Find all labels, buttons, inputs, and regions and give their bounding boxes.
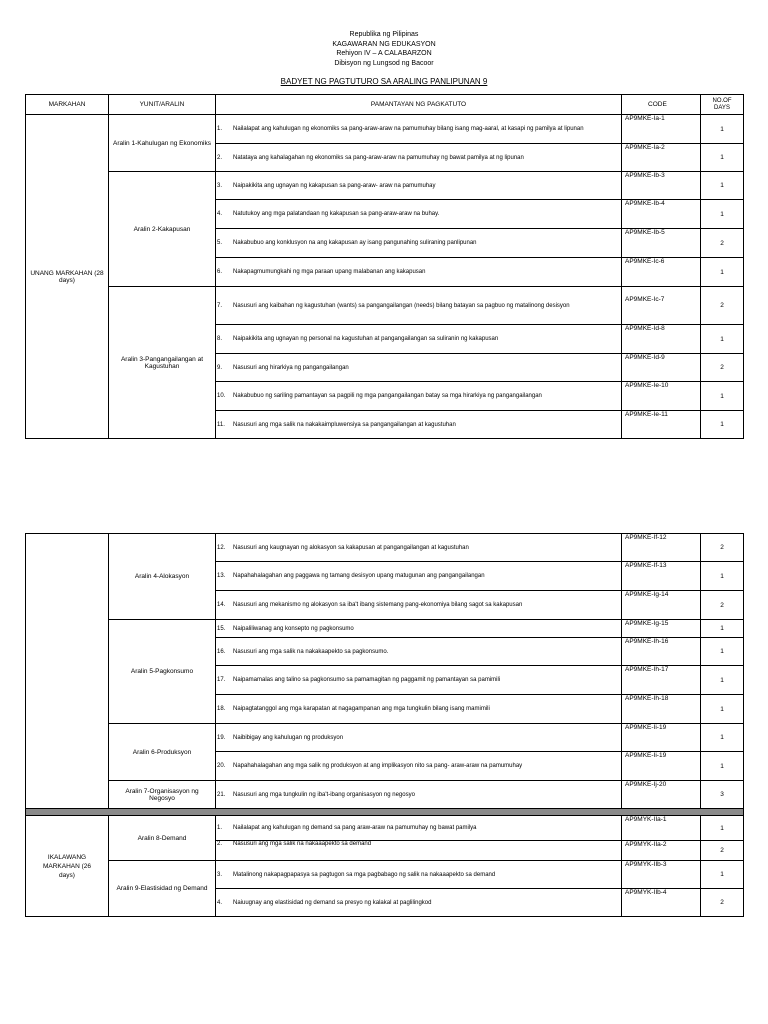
code-cell: AP9MKE-Ij-20 <box>622 781 701 809</box>
competency-number: 16. <box>217 648 226 655</box>
competency-cell <box>216 172 622 200</box>
code-cell: AP9MKE-Ic-6 <box>622 258 701 287</box>
code-cell: AP9MKE-Ie-10 <box>622 382 701 411</box>
quarter-cell: UNANG MARKAHAN (28 days) <box>26 115 109 439</box>
code-cell: AP9MKE-Id-8 <box>622 325 701 354</box>
competency-number: 5. <box>217 240 223 246</box>
code-cell: AP9MKE-If-13 <box>622 562 701 591</box>
lesson-cell: Aralin 6-Produksyon <box>109 724 216 781</box>
days-cell: 2 <box>701 889 744 917</box>
competency-cell <box>216 325 622 354</box>
document-header <box>0 30 768 68</box>
table-row <box>26 620 744 638</box>
col-header-code: CODE <box>622 95 701 115</box>
competency-cell <box>216 724 622 752</box>
days-cell: 1 <box>701 724 744 752</box>
competency-text: Natutukoy ang mga palatandaan ng kakapusan sa pang-araw-araw na buhay. <box>233 211 440 217</box>
code-cell: AP9MKE-Ic-7 <box>622 287 701 325</box>
days-cell: 1 <box>701 695 744 724</box>
quarter-separator <box>26 809 744 816</box>
competency-text: Naibibigay ang kahulugan ng produksyon <box>233 734 344 741</box>
competency-cell <box>216 562 622 591</box>
competency-text: Naiuugnay ang elastisidad ng demand sa presyo ng kalakal at paglilingkod <box>233 899 432 906</box>
competency-cell <box>216 889 622 917</box>
budget-table-2 <box>25 533 744 917</box>
col-header-markahan: MARKAHAN <box>26 95 109 115</box>
lesson-cell: Aralin 4-Alokasyon <box>109 534 216 620</box>
competency-number: 15. <box>217 625 226 632</box>
competency-number: 11. <box>217 421 225 428</box>
competency-number: 12. <box>217 544 226 551</box>
days-cell: 2 <box>701 591 744 620</box>
competency-text: Nasusuri ang kaibahan ng kagustuhan (wants) sa pangangailangan (needs) bilang batayan sa pagbuo ng matalinong desisyon <box>233 302 570 309</box>
code-cell: AP9MKE-Ia-1 <box>622 115 701 144</box>
days-cell: 1 <box>701 620 744 638</box>
lesson-cell: Aralin 7-Organisasyon ng Negosyo <box>109 781 216 809</box>
days-cell: 1 <box>701 144 744 172</box>
competency-text: Matalinong nakapagpapasya sa pagtugon sa mga pagbabago ng salik na nakaaapekto sa demand <box>233 871 496 878</box>
col-header-pamantayan: PAMANTAYAN NG PAGKATUTO <box>216 95 622 115</box>
competency-cell <box>216 816 622 841</box>
lesson-cell: Aralin 8-Demand <box>109 816 216 861</box>
competency-text: Naipaliliwanag ang konsepto ng pagkonsumo <box>233 625 354 632</box>
code-cell: AP9MKE-Ib-3 <box>622 172 701 200</box>
code-cell: AP9MKE-Ig-15 <box>622 620 701 638</box>
days-cell: 2 <box>701 534 744 562</box>
days-cell: 1 <box>701 115 744 144</box>
competency-text: Nasusuri ang hirarkiya ng pangangailangan <box>233 364 349 371</box>
days-cell: 1 <box>701 752 744 781</box>
competency-number: 8. <box>217 336 223 342</box>
competency-cell <box>216 354 622 382</box>
separator-bar <box>26 809 744 816</box>
code-cell: AP9MYK-IIa-1 <box>622 816 701 841</box>
competency-cell <box>216 229 622 258</box>
competency-text: Nailalapat ang kahulugan ng demand sa pang araw-araw na pamumuhay ng bawat pamilya <box>233 825 477 831</box>
code-cell: AP9MKE-Ih-17 <box>622 666 701 695</box>
code-cell: AP9MKE-Ib-5 <box>622 229 701 258</box>
competency-text: Nasusuri ang mekanismo ng alokasyon sa iba't ibang sistemang pang-ekonomiya bilang sagot sa kakapusan <box>233 602 523 608</box>
competency-cell <box>216 200 622 229</box>
days-cell: 1 <box>701 325 744 354</box>
competency-cell <box>216 591 622 620</box>
competency-cell <box>216 115 622 144</box>
competency-number: 13. <box>217 573 226 579</box>
competency-text: Nasusuri ang mga salik na nakaaapekto sa demand <box>233 841 372 847</box>
competency-text: Nailalapat ang kahulugan ng ekonomiks sa pang-araw-araw na pamumuhay bilang isang mag-aaral, at kasapi ng pamilya at lipunan <box>233 126 584 132</box>
code-cell: AP9MKE-Ii-19 <box>622 752 701 781</box>
days-cell: 1 <box>701 562 744 591</box>
competency-number: 19. <box>217 734 226 741</box>
code-cell: AP9MKE-Ia-2 <box>622 144 701 172</box>
table-header-row <box>26 95 744 115</box>
competency-number: 2. <box>217 841 223 847</box>
header-line-region: Rehiyon IV – A CALABARZON <box>336 50 432 57</box>
competency-number: 10. <box>217 393 226 399</box>
competency-number: 1. <box>217 825 223 831</box>
competency-text: Nakabubuo ang konklusyon na ang kakapusan ay isang pangunahing suliraning panlipunan <box>233 240 477 246</box>
competency-text: Napahahalagahan ang paggawa ng tamang desisyon upang matugunan ang pangangailangan <box>233 573 485 579</box>
competency-text: Naipakikita ang ugnayan ng kakapusan sa pang-araw- araw na pamumuhay <box>233 182 436 189</box>
competency-number: 9. <box>217 364 223 371</box>
competency-number: 3. <box>217 871 223 878</box>
competency-cell <box>216 382 622 411</box>
table-row <box>26 861 744 889</box>
competency-cell <box>216 411 622 439</box>
days-cell: 1 <box>701 200 744 229</box>
days-cell: 1 <box>701 638 744 666</box>
competency-number: 6. <box>217 269 223 275</box>
table-row <box>26 781 744 809</box>
competency-number: 18. <box>217 706 226 712</box>
header-line-division: Dibisyon ng Lungsod ng Bacoor <box>334 59 434 67</box>
competency-cell <box>216 781 622 809</box>
table-row <box>26 172 744 200</box>
competency-number: 7. <box>217 302 223 309</box>
days-cell: 2 <box>701 229 744 258</box>
competency-text: Nasusuri ang mga salik na nakakaimpluwensiya sa pangangailangan at kagustuhan <box>233 421 456 428</box>
lesson-cell: Aralin 5-Pagkonsumo <box>109 620 216 724</box>
competency-text: Nasusuri ang kaugnayan ng alokasyon sa kakapusan at pangangailangan at kagustuhan <box>233 544 469 551</box>
competency-text: Naipakikita ang ugnayan ng personal na kagustuhan at pangangailangan sa suliranin ng kakapusan <box>233 336 499 342</box>
competency-number: 4. <box>217 211 223 217</box>
table-row <box>26 534 744 562</box>
days-cell: 3 <box>701 781 744 809</box>
days-cell: 1 <box>701 411 744 439</box>
code-cell: AP9MKE-Ie-11 <box>622 411 701 439</box>
days-cell: 2 <box>701 287 744 325</box>
code-cell: AP9MKE-If-12 <box>622 534 701 562</box>
competency-cell <box>216 752 622 781</box>
competency-cell <box>216 841 622 861</box>
header-line-republic: Republika ng Pilipinas <box>349 31 419 38</box>
competency-text: Nakapagmumungkahi ng mga paraan upang malabanan ang kakapusan <box>233 269 426 275</box>
competency-number: 20. <box>217 763 226 769</box>
code-cell: AP9MYK-IIb-3 <box>622 861 701 889</box>
competency-number: 2. <box>217 154 223 161</box>
table-row <box>26 287 744 325</box>
table-row <box>26 816 744 841</box>
lesson-cell: Aralin 3-Pangangailangan at Kagustuhan <box>109 287 216 439</box>
competency-cell <box>216 620 622 638</box>
competency-cell <box>216 258 622 287</box>
quarter-cell-continued <box>26 534 109 809</box>
lesson-cell: Aralin 1-Kahulugan ng Ekonomiks <box>109 115 216 172</box>
competency-cell <box>216 287 622 325</box>
code-cell: AP9MYK-IIa-2 <box>622 841 701 861</box>
competency-text: Napahahalagahan ang mga salik ng produksyon at ang implikasyon nito sa pang- araw-araw na pamumuhay <box>233 763 523 769</box>
competency-number: 21. <box>217 791 226 798</box>
table-row <box>26 724 744 752</box>
code-cell: AP9MYK-IIb-4 <box>622 889 701 917</box>
code-cell: AP9MKE-Ib-4 <box>622 200 701 229</box>
table-row <box>26 115 744 144</box>
code-cell: AP9MKE-Ih-16 <box>622 638 701 666</box>
competency-number: 3. <box>217 182 223 189</box>
competency-cell <box>216 695 622 724</box>
competency-text: Nakabubuo ng sariling pamantayan sa pagpili ng mga pangangailangan batay sa mga hirarkiya ng pangangailangan <box>233 393 542 399</box>
competency-text: Nasusuri ang mga tungkulin ng iba't-ibang organisasyon ng negosyo <box>233 791 415 798</box>
code-cell: AP9MKE-Ih-18 <box>622 695 701 724</box>
code-cell: AP9MKE-Ii-19 <box>622 724 701 752</box>
lesson-cell: Aralin 2-Kakapusan <box>109 172 216 287</box>
days-cell: 1 <box>701 258 744 287</box>
days-cell: 1 <box>701 861 744 889</box>
code-cell: AP9MKE-Ig-14 <box>622 591 701 620</box>
days-cell: 1 <box>701 816 744 841</box>
competency-text: Nasusuri ang mga salik na nakakaapekto sa pagkonsumo. <box>233 648 389 655</box>
competency-cell <box>216 638 622 666</box>
budget-table-1 <box>25 94 744 439</box>
document-title: BADYET NG PAGTUTURO SA ARALING PANLIPUNAN 9 <box>280 77 488 86</box>
quarter-cell: IKALAWANG MARKAHAN (26 days) <box>26 816 109 917</box>
days-cell: 2 <box>701 841 744 861</box>
days-cell: 1 <box>701 172 744 200</box>
competency-number: 17. <box>217 677 226 683</box>
lesson-cell: Aralin 9-Elastisidad ng Demand <box>109 861 216 917</box>
days-cell: 1 <box>701 382 744 411</box>
competency-text: Natataya ang kahalagahan ng ekonomiks sa pang-araw-araw na pamumuhay ng bawat pamilya at ng lipunan <box>233 154 524 161</box>
competency-cell <box>216 534 622 562</box>
competency-number: 14. <box>217 602 226 608</box>
competency-number: 1. <box>217 126 223 132</box>
col-header-days: NO.OF DAYS <box>701 95 744 115</box>
days-cell: 1 <box>701 666 744 695</box>
header-line-department: KAGAWARAN NG EDUKASYON <box>332 40 436 48</box>
code-cell: AP9MKE-Id-9 <box>622 354 701 382</box>
competency-cell <box>216 861 622 889</box>
col-header-yunit-aralin: YUNIT/ARALIN <box>109 95 216 115</box>
competency-cell <box>216 144 622 172</box>
competency-text: Naipagtatanggol ang mga karapatan at nagagampanan ang mga tungkulin bilang isang mamimili <box>233 706 490 712</box>
competency-text: Naipamamalas ang talino sa pagkonsumo sa pamamagitan ng paggamit ng pamantayan sa pamimili <box>233 677 501 683</box>
competency-number: 4. <box>217 899 223 906</box>
days-cell: 2 <box>701 354 744 382</box>
competency-cell <box>216 666 622 695</box>
